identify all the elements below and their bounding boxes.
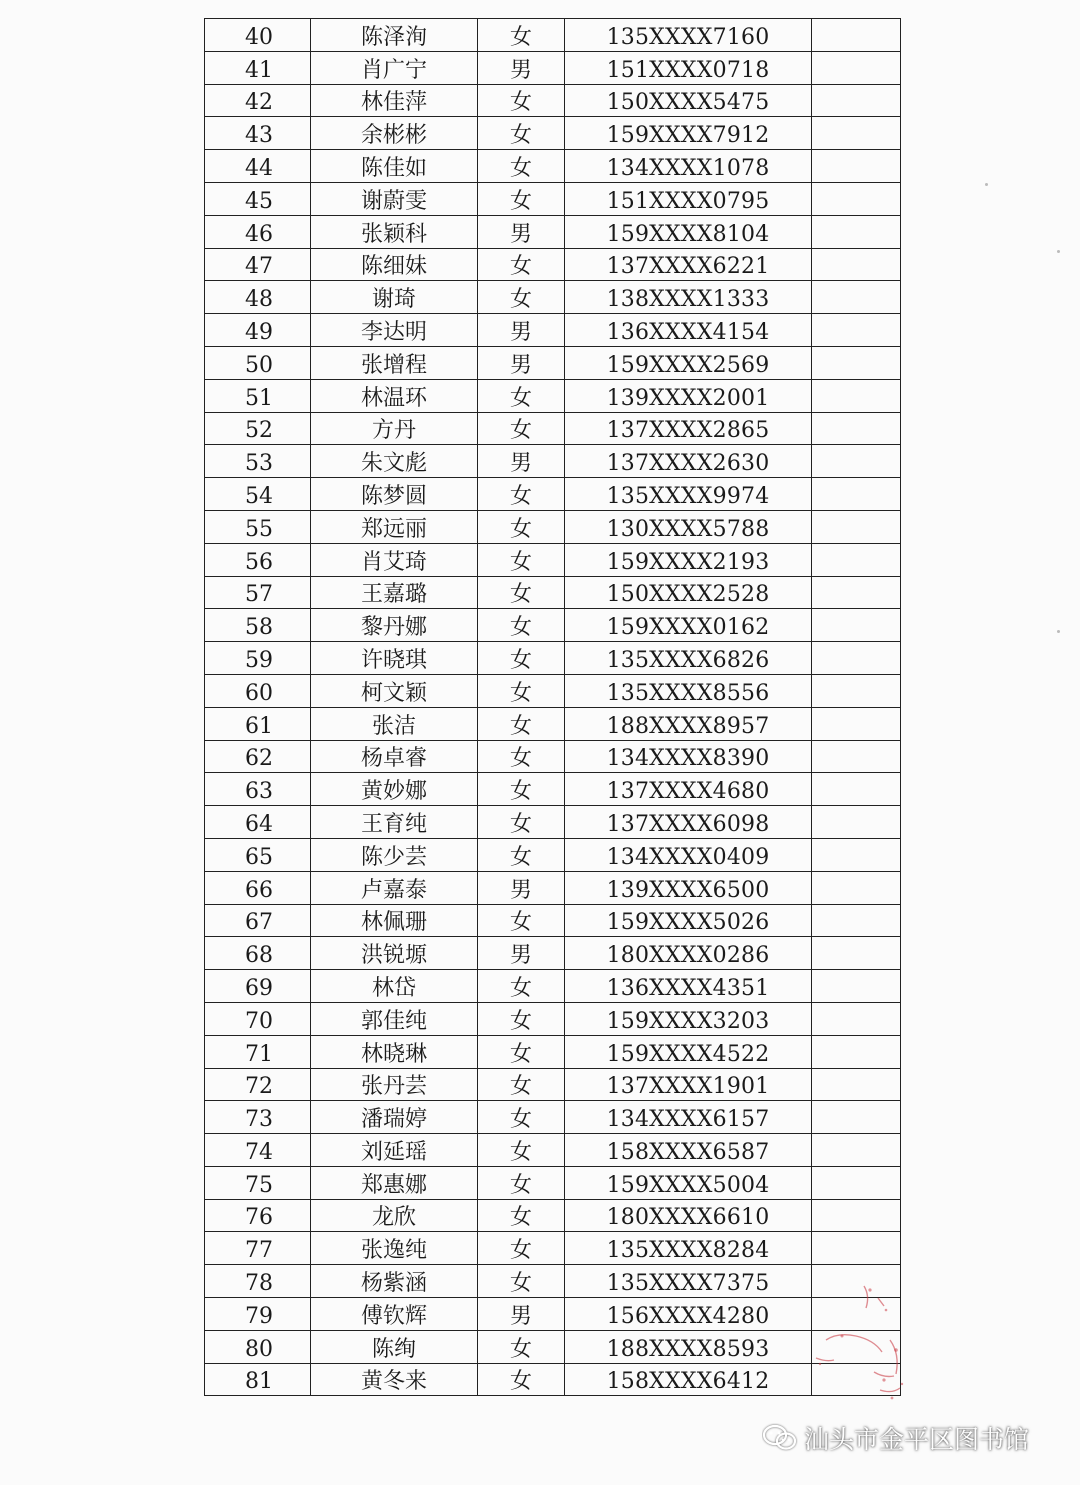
table-row	[205, 478, 901, 511]
remark-cell	[812, 51, 901, 84]
table-row	[205, 445, 901, 478]
row-number-cell: 69	[205, 970, 311, 1003]
table-row	[205, 806, 901, 839]
row-number-cell: 81	[205, 1363, 311, 1396]
name-cell: 肖艾琦	[311, 543, 478, 576]
name-cell: 郭佳纯	[311, 1002, 478, 1035]
name-cell: 杨紫涵	[311, 1265, 478, 1298]
row-number-cell: 44	[205, 150, 311, 183]
row-number-cell: 78	[205, 1265, 311, 1298]
gender-cell: 男	[478, 1298, 565, 1331]
row-number-cell: 75	[205, 1166, 311, 1199]
row-number-cell: 47	[205, 248, 311, 281]
row-number-cell: 64	[205, 806, 311, 839]
gender-cell: 女	[478, 838, 565, 871]
watermark	[762, 1418, 1029, 1458]
row-number-cell: 68	[205, 937, 311, 970]
row-number-cell: 43	[205, 117, 311, 150]
remark-cell	[812, 838, 901, 871]
gender-cell: 女	[478, 773, 565, 806]
name-cell: 陈少芸	[311, 838, 478, 871]
phone-cell: 137XXXX6221	[565, 248, 812, 281]
phone-cell: 137XXXX2630	[565, 445, 812, 478]
name-cell: 张丹芸	[311, 1068, 478, 1101]
table-row	[205, 1232, 901, 1265]
gender-cell: 女	[478, 642, 565, 675]
table-row	[205, 281, 901, 314]
phone-cell: 138XXXX1333	[565, 281, 812, 314]
phone-cell: 159XXXX2193	[565, 543, 812, 576]
watermark-text: 汕头市金平区图书馆	[804, 1425, 1030, 1454]
remark-cell	[812, 1232, 901, 1265]
remark-cell	[812, 970, 901, 1003]
row-number-cell: 70	[205, 1002, 311, 1035]
row-number-cell: 50	[205, 346, 311, 379]
name-cell: 方丹	[311, 412, 478, 445]
gender-cell: 女	[478, 281, 565, 314]
row-number-cell: 79	[205, 1298, 311, 1331]
phone-cell: 159XXXX7912	[565, 117, 812, 150]
name-cell: 张洁	[311, 707, 478, 740]
phone-cell: 151XXXX0718	[565, 51, 812, 84]
phone-cell: 135XXXX8556	[565, 674, 812, 707]
phone-cell: 188XXXX8957	[565, 707, 812, 740]
phone-cell: 159XXXX5026	[565, 904, 812, 937]
table-row	[205, 1068, 901, 1101]
gender-cell: 女	[478, 1134, 565, 1167]
remark-cell	[812, 445, 901, 478]
row-number-cell: 60	[205, 674, 311, 707]
name-cell: 潘瑞婷	[311, 1101, 478, 1134]
remark-cell	[812, 1101, 901, 1134]
row-number-cell: 52	[205, 412, 311, 445]
gender-cell: 女	[478, 543, 565, 576]
gender-cell: 男	[478, 445, 565, 478]
phone-cell: 136XXXX4154	[565, 314, 812, 347]
remark-cell	[812, 773, 901, 806]
wechat-icon	[762, 1423, 798, 1453]
row-number-cell: 80	[205, 1330, 311, 1363]
gender-cell: 女	[478, 1166, 565, 1199]
row-number-cell: 66	[205, 871, 311, 904]
name-cell: 张颖科	[311, 215, 478, 248]
gender-cell: 男	[478, 937, 565, 970]
remark-cell	[812, 150, 901, 183]
phone-cell: 135XXXX9974	[565, 478, 812, 511]
gender-cell: 男	[478, 51, 565, 84]
name-cell: 肖广宁	[311, 51, 478, 84]
phone-cell: 159XXXX0162	[565, 609, 812, 642]
table-row	[205, 1134, 901, 1167]
gender-cell: 女	[478, 1265, 565, 1298]
remark-cell	[812, 84, 901, 117]
name-cell: 刘延瑶	[311, 1134, 478, 1167]
row-number-cell: 76	[205, 1199, 311, 1232]
table-row	[205, 642, 901, 675]
table-row	[205, 150, 901, 183]
name-cell: 张增程	[311, 346, 478, 379]
name-cell: 郑惠娜	[311, 1166, 478, 1199]
gender-cell: 女	[478, 19, 565, 52]
phone-cell: 134XXXX1078	[565, 150, 812, 183]
remark-cell	[812, 1002, 901, 1035]
row-number-cell: 62	[205, 740, 311, 773]
red-seal-stamp-fragment	[806, 1280, 916, 1420]
table-row	[205, 1199, 901, 1232]
phone-cell: 137XXXX1901	[565, 1068, 812, 1101]
phone-cell: 150XXXX5475	[565, 84, 812, 117]
gender-cell: 男	[478, 871, 565, 904]
name-cell: 张逸纯	[311, 1232, 478, 1265]
table-row	[205, 248, 901, 281]
row-number-cell: 67	[205, 904, 311, 937]
phone-cell: 130XXXX5788	[565, 510, 812, 543]
row-number-cell: 59	[205, 642, 311, 675]
phone-cell: 159XXXX2569	[565, 346, 812, 379]
remark-cell	[812, 248, 901, 281]
name-cell: 龙欣	[311, 1199, 478, 1232]
row-number-cell: 41	[205, 51, 311, 84]
row-number-cell: 46	[205, 215, 311, 248]
table-row	[205, 970, 901, 1003]
table-row	[205, 1363, 901, 1396]
name-cell: 傅钦辉	[311, 1298, 478, 1331]
table-row	[205, 215, 901, 248]
remark-cell	[812, 117, 901, 150]
phone-cell: 139XXXX6500	[565, 871, 812, 904]
gender-cell: 女	[478, 248, 565, 281]
row-number-cell: 56	[205, 543, 311, 576]
row-number-cell: 71	[205, 1035, 311, 1068]
table-row	[205, 1002, 901, 1035]
name-cell: 谢蔚雯	[311, 182, 478, 215]
gender-cell: 女	[478, 970, 565, 1003]
table-row	[205, 117, 901, 150]
row-number-cell: 54	[205, 478, 311, 511]
roster-table	[204, 18, 901, 1396]
phone-cell: 180XXXX6610	[565, 1199, 812, 1232]
table-row	[205, 412, 901, 445]
table-row	[205, 871, 901, 904]
remark-cell	[812, 281, 901, 314]
gender-cell: 女	[478, 182, 565, 215]
gender-cell: 女	[478, 478, 565, 511]
gender-cell: 男	[478, 314, 565, 347]
gender-cell: 女	[478, 1035, 565, 1068]
name-cell: 陈细妹	[311, 248, 478, 281]
name-cell: 林温环	[311, 379, 478, 412]
remark-cell	[812, 1035, 901, 1068]
phone-cell: 139XXXX2001	[565, 379, 812, 412]
phone-cell: 134XXXX0409	[565, 838, 812, 871]
table-row	[205, 510, 901, 543]
table-row	[205, 543, 901, 576]
row-number-cell: 48	[205, 281, 311, 314]
gender-cell: 女	[478, 806, 565, 839]
phone-cell: 137XXXX4680	[565, 773, 812, 806]
gender-cell: 女	[478, 117, 565, 150]
name-cell: 朱文彪	[311, 445, 478, 478]
row-number-cell: 73	[205, 1101, 311, 1134]
phone-cell: 188XXXX8593	[565, 1330, 812, 1363]
row-number-cell: 45	[205, 182, 311, 215]
remark-cell	[812, 707, 901, 740]
scan-speck	[1057, 250, 1060, 253]
phone-cell: 159XXXX3203	[565, 1002, 812, 1035]
table-row	[205, 379, 901, 412]
gender-cell: 女	[478, 609, 565, 642]
gender-cell: 女	[478, 904, 565, 937]
name-cell: 林晓琳	[311, 1035, 478, 1068]
gender-cell: 女	[478, 84, 565, 117]
row-number-cell: 61	[205, 707, 311, 740]
gender-cell: 女	[478, 576, 565, 609]
table-row	[205, 182, 901, 215]
remark-cell	[812, 904, 901, 937]
row-number-cell: 72	[205, 1068, 311, 1101]
row-number-cell: 40	[205, 19, 311, 52]
table-row	[205, 576, 901, 609]
phone-cell: 135XXXX8284	[565, 1232, 812, 1265]
table-row	[205, 904, 901, 937]
row-number-cell: 65	[205, 838, 311, 871]
table-row	[205, 707, 901, 740]
table-row	[205, 674, 901, 707]
remark-cell	[812, 1068, 901, 1101]
table-row	[205, 1101, 901, 1134]
name-cell: 柯文颖	[311, 674, 478, 707]
row-number-cell: 77	[205, 1232, 311, 1265]
gender-cell: 女	[478, 1199, 565, 1232]
remark-cell	[812, 871, 901, 904]
remark-cell	[812, 346, 901, 379]
table-row	[205, 1298, 901, 1331]
gender-cell: 女	[478, 707, 565, 740]
row-number-cell: 53	[205, 445, 311, 478]
remark-cell	[812, 806, 901, 839]
name-cell: 黄妙娜	[311, 773, 478, 806]
table-row	[205, 773, 901, 806]
name-cell: 陈绚	[311, 1330, 478, 1363]
remark-cell	[812, 314, 901, 347]
gender-cell: 女	[478, 379, 565, 412]
name-cell: 李达明	[311, 314, 478, 347]
row-number-cell: 63	[205, 773, 311, 806]
remark-cell	[812, 510, 901, 543]
phone-cell: 135XXXX6826	[565, 642, 812, 675]
remark-cell	[812, 478, 901, 511]
phone-cell: 137XXXX2865	[565, 412, 812, 445]
remark-cell	[812, 609, 901, 642]
gender-cell: 男	[478, 215, 565, 248]
gender-cell: 女	[478, 1101, 565, 1134]
row-number-cell: 55	[205, 510, 311, 543]
phone-cell: 180XXXX0286	[565, 937, 812, 970]
phone-cell: 158XXXX6412	[565, 1363, 812, 1396]
remark-cell	[812, 1199, 901, 1232]
remark-cell	[812, 215, 901, 248]
phone-cell: 156XXXX4280	[565, 1298, 812, 1331]
phone-cell: 159XXXX5004	[565, 1166, 812, 1199]
gender-cell: 女	[478, 1068, 565, 1101]
remark-cell	[812, 412, 901, 445]
name-cell: 林佩珊	[311, 904, 478, 937]
scan-speck	[1057, 630, 1060, 633]
phone-cell: 151XXXX0795	[565, 182, 812, 215]
phone-cell: 159XXXX8104	[565, 215, 812, 248]
gender-cell: 女	[478, 1232, 565, 1265]
remark-cell	[812, 642, 901, 675]
name-cell: 黎丹娜	[311, 609, 478, 642]
remark-cell	[812, 740, 901, 773]
name-cell: 余彬彬	[311, 117, 478, 150]
row-number-cell: 42	[205, 84, 311, 117]
phone-cell: 134XXXX6157	[565, 1101, 812, 1134]
roster-table-body	[205, 19, 901, 1396]
table-row	[205, 346, 901, 379]
name-cell: 王育纯	[311, 806, 478, 839]
remark-cell	[812, 937, 901, 970]
name-cell: 陈泽洵	[311, 19, 478, 52]
name-cell: 郑远丽	[311, 510, 478, 543]
remark-cell	[812, 543, 901, 576]
gender-cell: 女	[478, 1002, 565, 1035]
row-number-cell: 49	[205, 314, 311, 347]
name-cell: 许晓琪	[311, 642, 478, 675]
row-number-cell: 51	[205, 379, 311, 412]
gender-cell: 女	[478, 412, 565, 445]
name-cell: 谢琦	[311, 281, 478, 314]
row-number-cell: 74	[205, 1134, 311, 1167]
table-row	[205, 937, 901, 970]
gender-cell: 女	[478, 510, 565, 543]
name-cell: 黄冬来	[311, 1363, 478, 1396]
table-row	[205, 19, 901, 52]
table-row	[205, 314, 901, 347]
remark-cell	[812, 19, 901, 52]
phone-cell: 137XXXX6098	[565, 806, 812, 839]
gender-cell: 男	[478, 346, 565, 379]
remark-cell	[812, 674, 901, 707]
gender-cell: 女	[478, 1363, 565, 1396]
name-cell: 杨卓睿	[311, 740, 478, 773]
remark-cell	[812, 1166, 901, 1199]
remark-cell	[812, 1134, 901, 1167]
name-cell: 王嘉璐	[311, 576, 478, 609]
table-row	[205, 609, 901, 642]
table-row	[205, 1035, 901, 1068]
table-row	[205, 740, 901, 773]
remark-cell	[812, 182, 901, 215]
gender-cell: 女	[478, 1330, 565, 1363]
name-cell: 卢嘉泰	[311, 871, 478, 904]
table-row	[205, 51, 901, 84]
phone-cell: 158XXXX6587	[565, 1134, 812, 1167]
remark-cell	[812, 576, 901, 609]
phone-cell: 159XXXX4522	[565, 1035, 812, 1068]
row-number-cell: 58	[205, 609, 311, 642]
table-row	[205, 1166, 901, 1199]
row-number-cell: 57	[205, 576, 311, 609]
phone-cell: 136XXXX4351	[565, 970, 812, 1003]
phone-cell: 150XXXX2528	[565, 576, 812, 609]
table-row	[205, 1330, 901, 1363]
name-cell: 陈佳如	[311, 150, 478, 183]
table-row	[205, 1265, 901, 1298]
name-cell: 林岱	[311, 970, 478, 1003]
phone-cell: 135XXXX7375	[565, 1265, 812, 1298]
name-cell: 陈梦圆	[311, 478, 478, 511]
name-cell: 洪锐塬	[311, 937, 478, 970]
phone-cell: 135XXXX7160	[565, 19, 812, 52]
gender-cell: 女	[478, 674, 565, 707]
gender-cell: 女	[478, 740, 565, 773]
remark-cell	[812, 379, 901, 412]
phone-cell: 134XXXX8390	[565, 740, 812, 773]
table-row	[205, 838, 901, 871]
scan-speck	[985, 183, 988, 186]
gender-cell: 女	[478, 150, 565, 183]
name-cell: 林佳萍	[311, 84, 478, 117]
table-row	[205, 84, 901, 117]
